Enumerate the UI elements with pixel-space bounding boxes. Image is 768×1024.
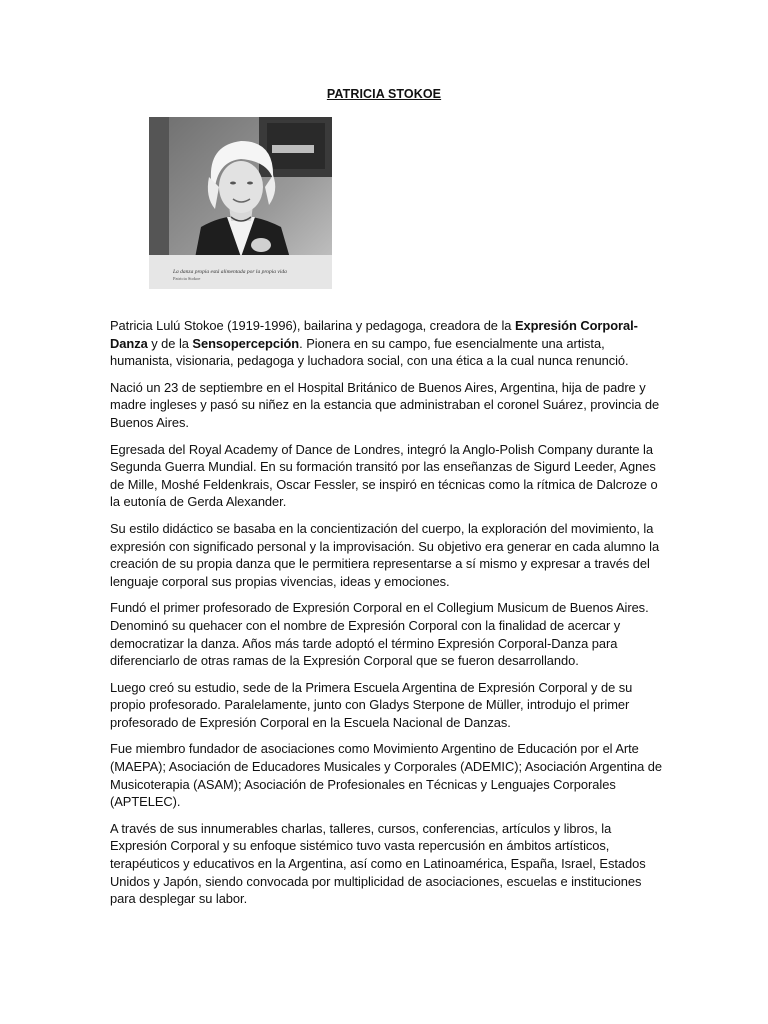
photo-caption: La danza propia está alimentada por la propia vida (173, 269, 287, 275)
paragraph-associations: Fue miembro fundador de asociaciones como Movimiento Argentino de Educación por el Arte (MAEPA); Asociación de Educadores Musicales y Corporales (ADEMIC); Asociación Argentina de Musicoterapia (ASAM); Asociación de Profesionales en Técnicas y Lenguajes Corporales (APTELEC). (110, 741, 662, 810)
portrait-photo (149, 117, 332, 289)
intro-text-c: y de la (147, 335, 193, 351)
photo-caption-author: Patricia Stokoe (173, 276, 201, 281)
intro-bold-expresion: Expresión Corporal-Danza (110, 318, 638, 351)
body-text (110, 317, 662, 917)
paragraph-style: Su estilo didáctico se basaba en la concientización del cuerpo, la exploración del movimiento, la expresión con significado personal y la improvisación. Su objetivo era generar en cada alumno la creación de su propia danza que le permitiera representarse a sí mismo y expresar a través del lenguaje corporal sus propias vivencias, ideas y emociones. (110, 520, 660, 589)
intro-text-a: Patricia Lulú Stokoe (1919-1996), bailarina y pedagoga, creadora de la (110, 318, 515, 333)
paragraph-founding: Fundó el primer profesorado de Expresión Corporal en el Collegium Musicum de Buenos Aires. Denominó su quehacer con el nombre de Expresión Corporal con la finalidad de acercar y democratizar la danza. Años más tarde adoptó el término Expresión Corporal-Danza para diferenciarlo de otras ramas de la Expresión Corporal que se fueron desarrollando. (110, 600, 649, 669)
page-title: PATRICIA STOKOE (326, 87, 442, 101)
paragraph-training: Egresada del Royal Academy of Dance de Londres, integró la Anglo-Polish Company durante la Segunda Guerra Mundial. En su formación transitó por las enseñanzas de Sigurd Leeder, Agnes de Mille, Moshé Feldenkrais, Oscar Fessler, se inspiró en técnicas como la rítmica de Dalcroze o la eutonía de Gerda Alexander. (110, 441, 658, 510)
portrait-image (149, 117, 332, 289)
paragraph-intro (110, 317, 662, 370)
intro-text-d: . Pionera en su campo, fue esencialmente una artista, humanista, visionaria, pedagoga y luchadora social, con una ética a la cual nunca renunció. (110, 335, 629, 369)
paragraph-legacy: A través de sus innumerables charlas, talleres, cursos, conferencias, artículos y libros, la Expresión Corporal y su enfoque sistémico tuvo vasta repercusión en ámbitos artísticos, terapéuticos y educativos en la Argentina, así como en Latinoamérica, España, Israel, Estados Unidos y Japón, siendo convocada por multiplicidad de asociaciones, escuelas e instituciones para desplegar su labor. (110, 820, 646, 907)
paragraph-birth: Nació un 23 de septiembre en el Hospital Británico de Buenos Aires, Argentina, hija de padre y madre ingleses y pasó su niñez en la estancia que administraban el coronel Suárez, provincia de Buenos Aires. (110, 379, 660, 430)
paragraph-studio: Luego creó su estudio, sede de la Primera Escuela Argentina de Expresión Corporal y de su propio profesorado. Paralelamente, junto con Gladys Sterpone de Müller, introdujo el primer profesorado de Expresión Corporal en la Escuela Nacional de Danzas. (110, 679, 633, 730)
intro-bold-sensopercepcion: Sensopercepción (192, 335, 300, 351)
